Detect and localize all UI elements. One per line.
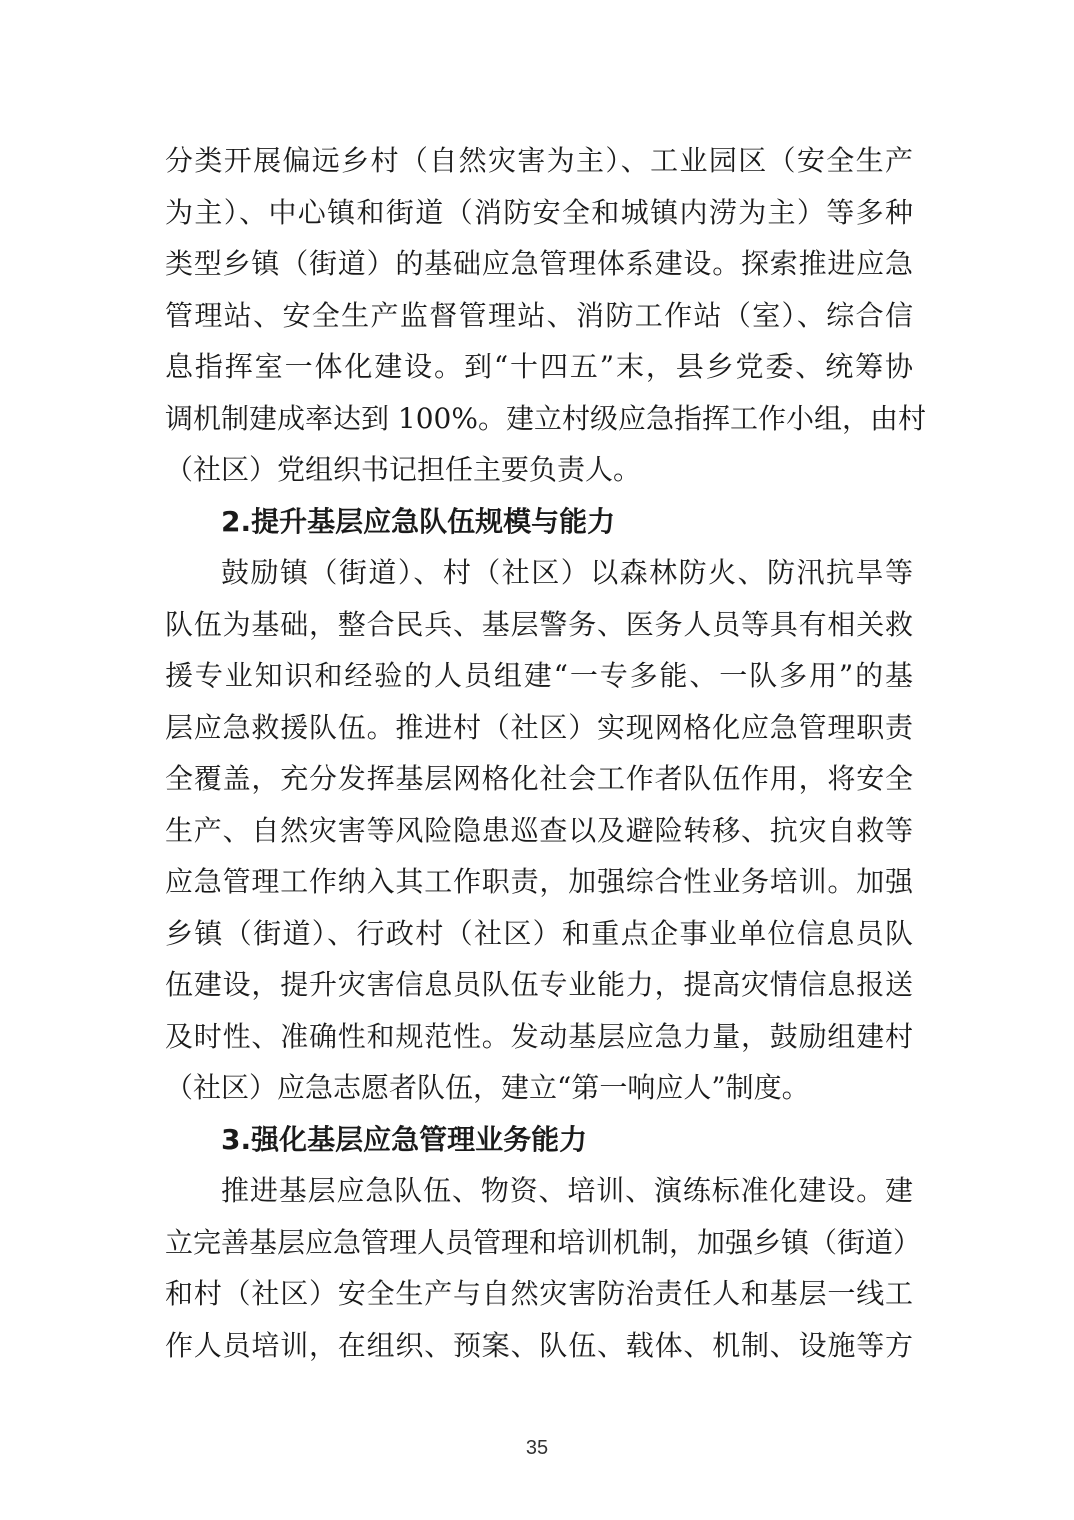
paragraph-line: 生产、自然灾害等风险隐患巡查以及避险转移、抗灾自救等 <box>165 813 913 847</box>
paragraph-line: 应急管理工作纳入其工作职责，加强综合性业务培训。加强 <box>165 865 913 898</box>
paragraph-line: 乡镇（街道）、行政村（社区）和重点企事业单位信息员队 <box>165 916 913 950</box>
page-number: 35 <box>525 1437 549 1459</box>
paragraph-line: 作人员培训，在组织、预案、队伍、载体、机制、设施等方 <box>165 1328 913 1362</box>
paragraph-line: 为主）、中心镇和街道（消防安全和城镇内涝为主）等多种 <box>165 195 913 229</box>
paragraph-line: 队伍为基础，整合民兵、基层警务、医务人员等具有相关救 <box>165 607 913 641</box>
paragraph-line: 息指挥室一体化建设。到“十四五”末，县乡党委、统筹协 <box>165 350 913 383</box>
paragraph-line: 及时性、准确性和规范性。发动基层应急力量，鼓励组建村 <box>165 1019 913 1053</box>
paragraph-line: 类型乡镇（街道）的基础应急管理体系建设。探索推进应急 <box>165 247 913 280</box>
paragraph-line: 援专业知识和经验的人员组建“一专多能、一队多用”的基 <box>165 659 913 692</box>
paragraph-line: （社区）党组织书记担任主要负责人。 <box>165 453 642 486</box>
section-heading: 3.强化基层应急管理业务能力 <box>221 1122 588 1156</box>
paragraph-line: （社区）应急志愿者队伍，建立“第一响应人”制度。 <box>165 1071 810 1104</box>
paragraph-line: 伍建设，提升灾害信息员队伍专业能力，提高灾情信息报送 <box>165 968 913 1001</box>
paragraph-line: 层应急救援队伍。推进村（社区）实现网格化应急管理职责 <box>165 710 913 744</box>
paragraph-line: 管理站、安全生产监督管理站、消防工作站（室）、综合信 <box>165 298 913 332</box>
section-heading: 2.提升基层应急队伍规模与能力 <box>221 504 616 538</box>
paragraph-line: 立完善基层应急管理人员管理和培训机制，加强乡镇（街道） <box>165 1225 922 1259</box>
paragraph-line: 和村（社区）安全生产与自然灾害防治责任人和基层一线工 <box>165 1277 913 1310</box>
paragraph-line: 推进基层应急队伍、物资、培训、演练标准化建设。建 <box>221 1174 913 1207</box>
paragraph-line: 分类开展偏远乡村（自然灾害为主）、工业园区（安全生产 <box>165 144 913 177</box>
paragraph-line: 调机制建成率达到 100%。建立村级应急指挥工作小组，由村 <box>165 401 926 435</box>
paragraph-line: 鼓励镇（街道）、村（社区）以森林防火、防汛抗旱等 <box>221 556 913 589</box>
document-body <box>165 135 926 1371</box>
paragraph-line: 全覆盖，充分发挥基层网格化社会工作者队伍作用，将安全 <box>165 762 913 795</box>
